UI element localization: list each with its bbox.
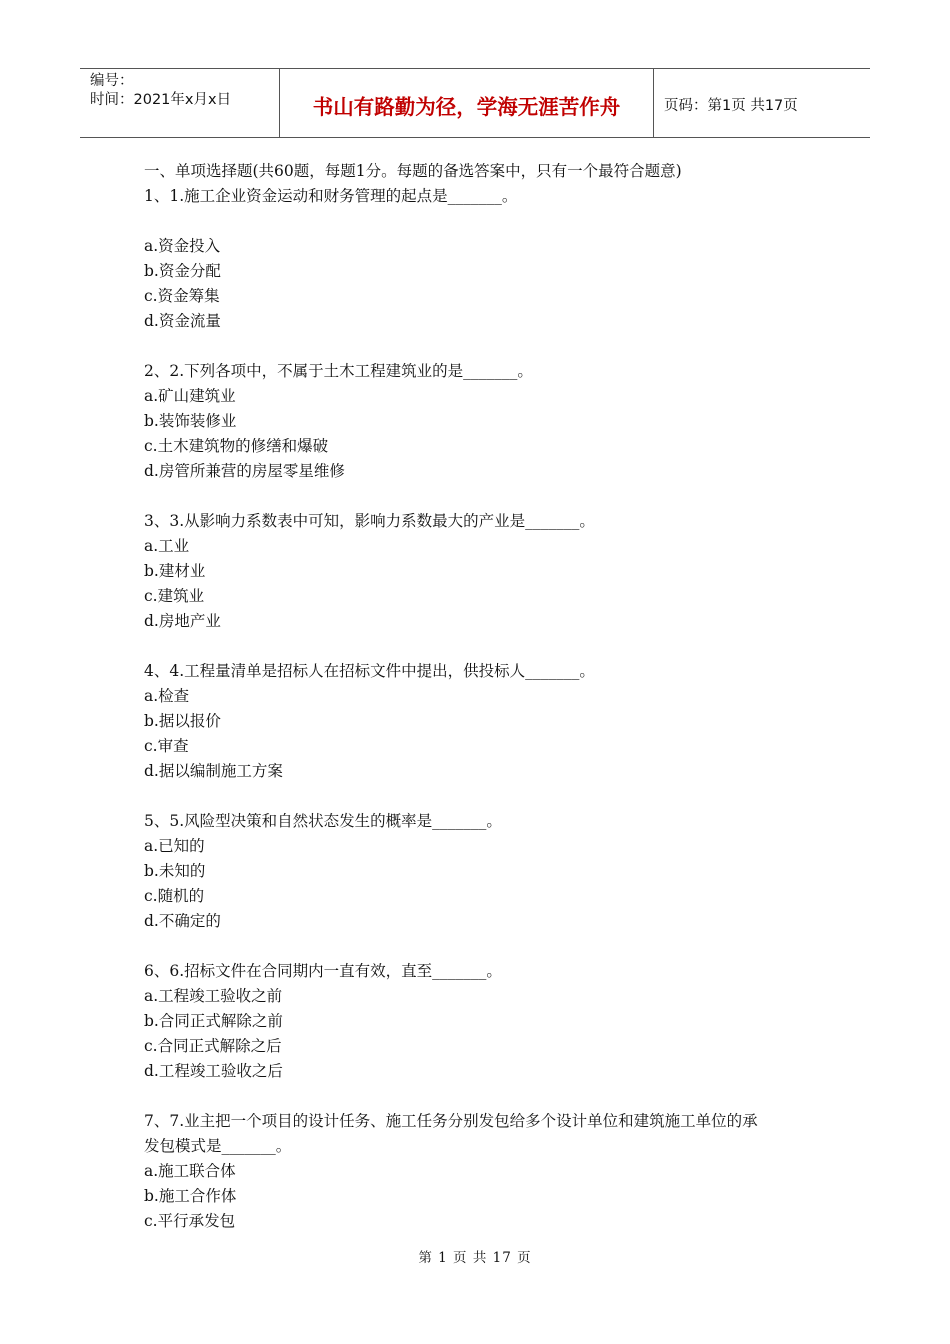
answer-option: b.建材业: [144, 562, 206, 580]
answer-option: a.资金投入: [144, 237, 221, 255]
answer-option: a.已知的: [144, 837, 205, 855]
spacer: [144, 209, 824, 234]
answer-option: a.工业: [144, 537, 190, 555]
answer-option: c.资金筹集: [144, 287, 220, 305]
answer-option: c.平行承发包: [144, 1212, 236, 1230]
answer-option: c.建筑业: [144, 587, 205, 605]
answer-option: c.合同正式解除之后: [144, 1037, 282, 1055]
answer-option: c.审查: [144, 737, 189, 755]
question-stem: 3、3.从影响力系数表中可知，影响力系数最大的产业是_______。: [144, 512, 595, 530]
question-stem: 6、6.招标文件在合同期内一直有效，直至_______。: [144, 962, 502, 980]
answer-option: d.不确定的: [144, 912, 221, 930]
question-stem: 1、1.施工企业资金运动和财务管理的起点是_______。: [144, 187, 518, 205]
answer-option: c.土木建筑物的修缮和爆破: [144, 437, 329, 455]
page-footer: 第 1 页 共 17 页: [418, 1250, 532, 1266]
spacer: [144, 784, 824, 809]
answer-option: a.检查: [144, 687, 190, 705]
header-meta-cell: [80, 69, 280, 137]
question-stem: 发包模式是_______。: [144, 1137, 292, 1155]
document-number-label: 编号：: [90, 73, 134, 89]
answer-option: b.施工合作体: [144, 1187, 237, 1205]
answer-option: d.房管所兼营的房屋零星维修: [144, 462, 345, 480]
answer-option: a.工程竣工验收之前: [144, 987, 283, 1005]
answer-option: b.据以报价: [144, 712, 221, 730]
answer-option: b.资金分配: [144, 262, 221, 280]
spacer: [144, 484, 824, 509]
question-block: [144, 359, 824, 509]
answer-option: b.装饰装修业: [144, 412, 237, 430]
answer-option: d.工程竣工验收之后: [144, 1062, 283, 1080]
header-page-info: 页码：第1页 共17页: [664, 97, 798, 114]
question-block: [144, 959, 824, 1109]
spacer: [144, 634, 824, 659]
question-block: [144, 184, 824, 359]
answer-option: a.施工联合体: [144, 1162, 236, 1180]
spacer: [144, 334, 824, 359]
answer-option: c.随机的: [144, 887, 205, 905]
question-block: [144, 659, 824, 809]
spacer: [144, 934, 824, 959]
answer-option: b.未知的: [144, 862, 206, 880]
question-stem: 4、4.工程量清单是招标人在招标文件中提出，供投标人_______。: [144, 662, 595, 680]
question-block: [144, 509, 824, 659]
question-stem: 7、7.业主把一个项目的设计任务、施工任务分别发包给多个设计单位和建筑施工单位的承: [144, 1112, 758, 1130]
answer-option: b.合同正式解除之前: [144, 1012, 283, 1030]
answer-option: d.房地产业: [144, 612, 221, 630]
question-stem: 5、5.风险型决策和自然状态发生的概率是_______。: [144, 812, 502, 830]
answer-option: d.据以编制施工方案: [144, 762, 283, 780]
section-title: 一、单项选择题(共60题，每题1分。每题的备选答案中，只有一个最符合题意): [144, 162, 682, 180]
answer-option: d.资金流量: [144, 312, 221, 330]
spacer: [144, 1084, 824, 1109]
question-block: [144, 809, 824, 959]
question-stem: 2、2.下列各项中，不属于土木工程建筑业的是_______。: [144, 362, 533, 380]
header-motto: 书山有路勤为径，学海无涯苦作舟: [280, 69, 654, 137]
document-time-label: 时间：2021年x月x日: [90, 92, 232, 108]
question-list: [144, 184, 824, 1234]
document-body: [144, 159, 824, 1234]
page-header: [80, 68, 870, 138]
answer-option: a.矿山建筑业: [144, 387, 236, 405]
question-block: [144, 1109, 824, 1234]
